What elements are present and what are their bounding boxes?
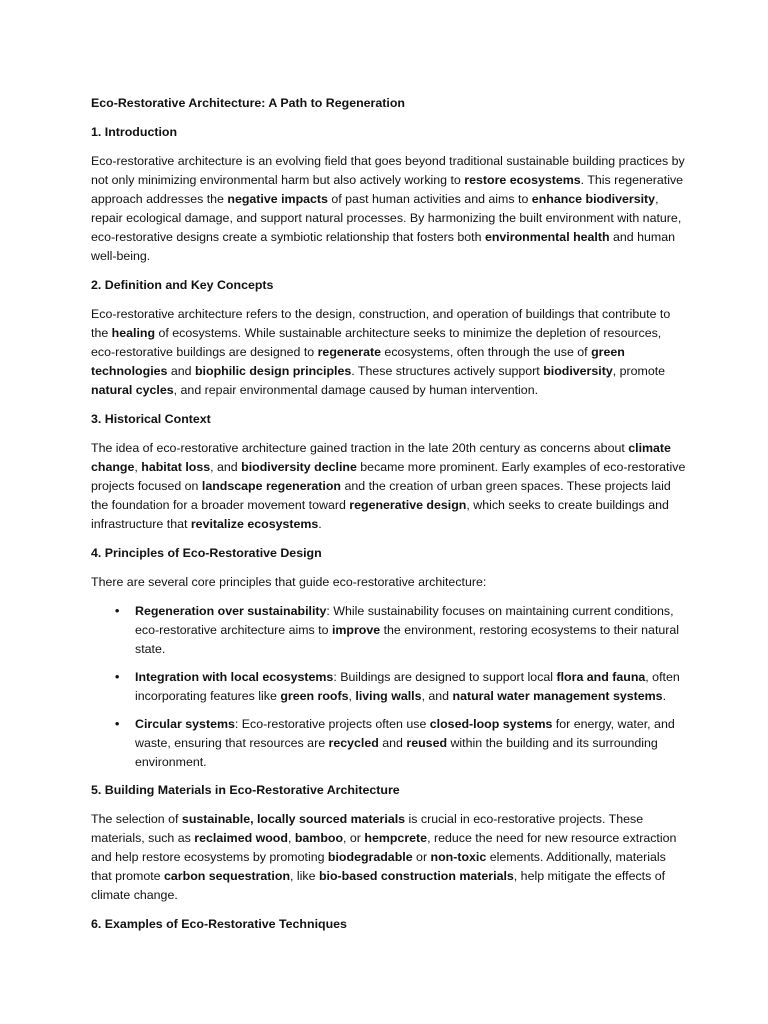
- document-title: Eco-Restorative Architecture: A Path to Regeneration: [91, 96, 405, 110]
- bullet-item: [91, 602, 688, 659]
- text-run: Eco-restorative architecture refers to the design, construction, and operation of buildings that contribute to the: [91, 307, 671, 340]
- text-run: : While sustainability focuses on maintaining current conditions, eco-restorative architecture aims to: [135, 604, 674, 637]
- text-run: within the building and its surrounding environment.: [135, 736, 658, 769]
- text-run: Eco-restorative architecture is an evolving field that goes beyond traditional sustainable building practices by not only minimizing environmental harm but also actively working to: [91, 154, 685, 187]
- bold-text-run: improve: [331, 623, 381, 637]
- body-paragraph: [91, 573, 688, 592]
- bullet-icon: •: [115, 717, 120, 731]
- bullet-item: [91, 668, 688, 706]
- body-paragraph: [91, 152, 688, 266]
- section-heading: 3. Historical Context: [91, 412, 211, 426]
- text-run: .: [318, 517, 322, 531]
- text-run: and the creation of urban green spaces. These projects laid the foundation for a broader movement toward: [91, 479, 671, 512]
- bullet-item: [91, 715, 688, 772]
- bold-text-run: negative impacts: [227, 192, 328, 206]
- text-run: . These structures actively support: [351, 364, 544, 378]
- section-heading: 1. Introduction: [91, 125, 178, 139]
- text-run: , and repair environmental damage caused by human intervention.: [173, 383, 539, 397]
- section-heading: 4. Principles of Eco-Restorative Design: [91, 546, 322, 560]
- text-run: , help mitigate the effects of climate change.: [91, 869, 666, 902]
- bold-text-run: revitalize ecosystems: [190, 517, 319, 531]
- text-run: ,: [287, 831, 295, 845]
- text-run: , which seeks to create buildings and infrastructure that: [91, 498, 669, 531]
- text-run: of ecosystems. While sustainable architecture seeks to minimize the depletion of resources, eco-restorative buildings are designed to: [91, 326, 662, 359]
- bold-text-run: biophilic design principles: [194, 364, 352, 378]
- bold-text-run: regenerative design: [349, 498, 467, 512]
- text-run: for energy, water, and waste, ensuring that resources are: [135, 717, 675, 750]
- bold-text-run: bamboo: [294, 831, 344, 845]
- text-run: , and: [210, 460, 242, 474]
- text-run: , or: [343, 831, 365, 845]
- text-run: , like: [290, 869, 319, 883]
- bullet-icon: •: [115, 604, 120, 618]
- bold-text-run: green roofs: [280, 689, 349, 703]
- bold-text-run: closed-loop systems: [429, 717, 553, 731]
- text-run: , reduce the need for new resource extraction and help restore ecosystems by promoting: [91, 831, 677, 864]
- section-heading: 5. Building Materials in Eco-Restorative Architecture: [91, 783, 400, 797]
- bold-text-run: biodiversity decline: [241, 460, 357, 474]
- text-run: : Buildings are designed to support local: [333, 670, 557, 684]
- text-run: The idea of eco-restorative architecture gained traction in the late 20th century as concerns about: [91, 441, 629, 455]
- text-run: , often incorporating features like: [135, 670, 680, 703]
- bold-text-run: climate change: [91, 441, 671, 474]
- section-heading: 6. Examples of Eco-Restorative Techniques: [91, 917, 347, 931]
- bold-text-run: sustainable, locally sourced materials: [181, 812, 406, 826]
- text-run: is crucial in eco-restorative projects. These materials, such as: [91, 812, 644, 845]
- text-run: . This regenerative approach addresses the: [91, 173, 684, 206]
- text-run: There are several core principles that guide eco-restorative architecture:: [91, 575, 487, 589]
- bold-text-run: carbon sequestration: [164, 869, 291, 883]
- bullet-icon: •: [115, 670, 120, 684]
- text-run: , and: [421, 689, 453, 703]
- bold-text-run: natural cycles: [91, 383, 174, 397]
- text-run: .: [662, 689, 667, 703]
- bold-text-run: regenerate: [317, 345, 381, 359]
- document-body: [91, 123, 688, 934]
- bold-text-run: reclaimed wood: [194, 831, 288, 845]
- text-run: : Eco-restorative projects often use: [234, 717, 430, 731]
- bold-text-run: living walls: [355, 689, 422, 703]
- body-paragraph: [91, 810, 688, 905]
- text-run: and human well-being.: [91, 230, 676, 263]
- text-run: ,: [134, 460, 142, 474]
- text-run: , repair ecological damage, and support natural processes. By harmonizing the built environment with nature, eco-restorative designs create a symbiotic relationship that fosters both: [91, 192, 682, 244]
- text-run: and: [378, 736, 407, 750]
- bullet-list: [91, 602, 688, 772]
- text-run: became more prominent. Early examples of eco-restorative projects focused on: [91, 460, 686, 493]
- text-run: The selection of: [91, 812, 182, 826]
- body-paragraph: [91, 305, 688, 400]
- bold-text-run: bio-based construction materials: [318, 869, 514, 883]
- bold-text-run: reused: [406, 736, 448, 750]
- bold-text-run: hempcrete: [364, 831, 428, 845]
- text-run: of past human activities and aims to: [327, 192, 532, 206]
- bold-text-run: flora and fauna: [556, 670, 646, 684]
- text-run: and: [167, 364, 195, 378]
- bold-text-run: habitat loss: [141, 460, 211, 474]
- bold-text-run: biodiversity: [543, 364, 613, 378]
- bold-text-run: enhance biodiversity: [531, 192, 656, 206]
- section-heading: 2. Definition and Key Concepts: [91, 278, 274, 292]
- text-run: ,: [348, 689, 356, 703]
- bold-text-run: biodegradable: [327, 850, 413, 864]
- bold-text-run: environmental health: [484, 230, 610, 244]
- text-run: elements. Additionally, materials that promote: [91, 850, 666, 883]
- bold-text-run: recycled: [328, 736, 379, 750]
- bold-text-run: natural water management systems: [452, 689, 663, 703]
- bold-text-run: Circular systems: [135, 717, 235, 731]
- bold-text-run: Regeneration over sustainability: [135, 604, 327, 618]
- text-run: , promote: [612, 364, 666, 378]
- bold-text-run: non-toxic: [430, 850, 487, 864]
- text-run: or: [412, 850, 431, 864]
- body-paragraph: [91, 439, 688, 534]
- text-run: ecosystems, often through the use of: [380, 345, 592, 359]
- bold-text-run: healing: [111, 326, 156, 340]
- bold-text-run: restore ecosystems: [464, 173, 581, 187]
- bold-text-run: landscape regeneration: [201, 479, 342, 493]
- bold-text-run: Integration with local ecosystems: [135, 670, 334, 684]
- bold-text-run: green technologies: [91, 345, 625, 378]
- text-run: the environment, restoring ecosystems to their natural state.: [135, 623, 680, 656]
